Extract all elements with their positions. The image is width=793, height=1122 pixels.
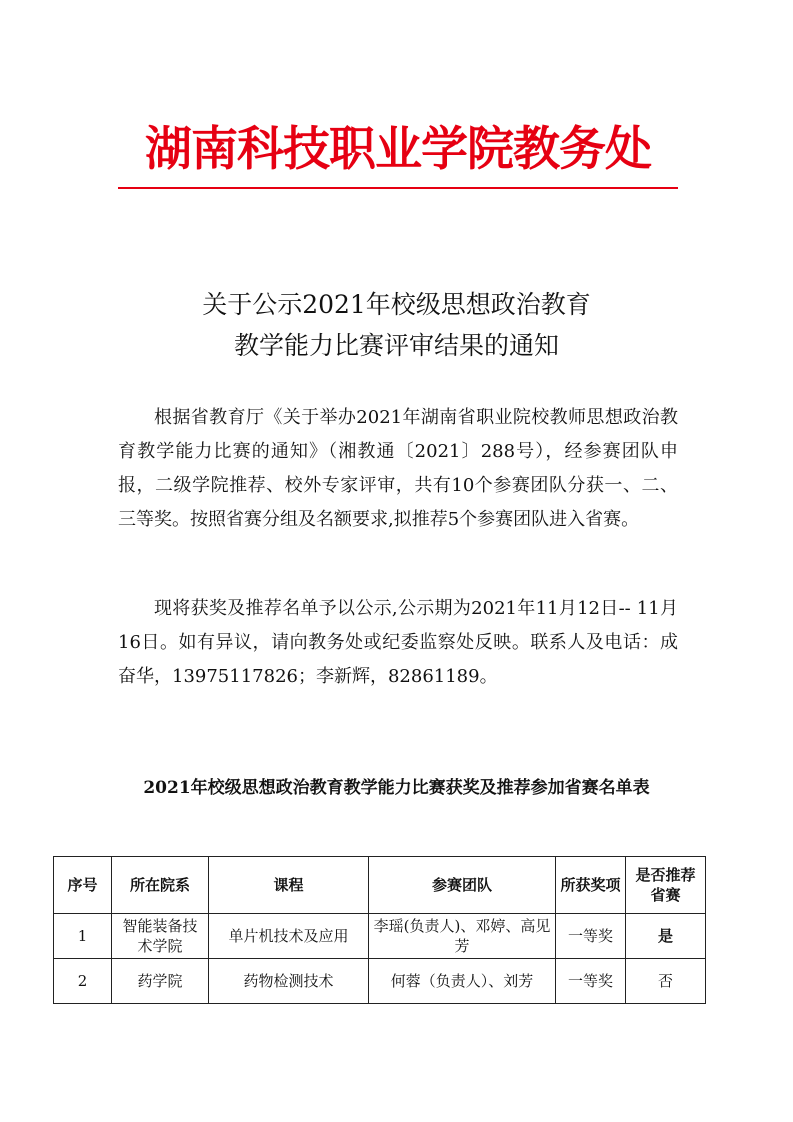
- cell-college: 药学院: [112, 959, 209, 1004]
- table-title: 2021年校级思想政治教育教学能力比赛获奖及推荐参加省赛名单表: [143, 778, 650, 798]
- cell-course: 单片机技术及应用: [209, 914, 369, 959]
- cell-team: 李瑶(负责人)、邓婷、高见芳: [369, 914, 556, 959]
- cell-recommended: 是: [626, 914, 706, 959]
- header-award: 所获奖项: [556, 857, 626, 914]
- cell-team: 何蓉（负责人）、刘芳: [369, 959, 556, 1004]
- header-team: 参赛团队: [369, 857, 556, 914]
- body-paragraph-2: 现将获奖及推荐名单予以公示,公示期为2021年11月12日-- 11月16日。如有异议，请向教务处或纪委监察处反映。联系人及电话：成奋华，13975117826；李新辉，82861189。: [118, 598, 678, 687]
- cell-recommended: 否: [626, 959, 706, 1004]
- notice-title-line-1: 关于公示2021年校级思想政治教育: [202, 290, 591, 319]
- notice-title-line-2: 教学能力比赛评审结果的通知: [233, 331, 559, 360]
- letterhead-red-rule: [118, 187, 678, 189]
- table-row: [54, 959, 706, 1004]
- cell-course: 药物检测技术: [209, 959, 369, 1004]
- header-course: 课程: [209, 857, 369, 914]
- table-row: [54, 914, 706, 959]
- body-paragraph-1: 根据省教育厅《关于举办2021年湖南省职业院校教师思想政治教育教学能力比赛的通知》（湘教通〔2021〕288号），经参赛团队申报，二级学院推荐、校外专家评审，共有10个参赛团队分获一、二、三等奖。按照省赛分组及名额要求,拟推荐5个参赛团队进入省赛。: [118, 407, 678, 530]
- table-header-row: [54, 857, 706, 914]
- cell-college: 智能装备技术学院: [112, 914, 209, 959]
- header-college: 所在院系: [112, 857, 209, 914]
- header-no: 序号: [54, 857, 112, 914]
- award-list-table: [53, 856, 706, 1004]
- header-recommended: 是否推荐省赛: [626, 857, 706, 914]
- cell-no: 2: [54, 959, 112, 1004]
- cell-award: 一等奖: [556, 914, 626, 959]
- letterhead-org-name: 湖南科技职业学院教务处: [145, 122, 651, 177]
- cell-no: 1: [54, 914, 112, 959]
- cell-award: 一等奖: [556, 959, 626, 1004]
